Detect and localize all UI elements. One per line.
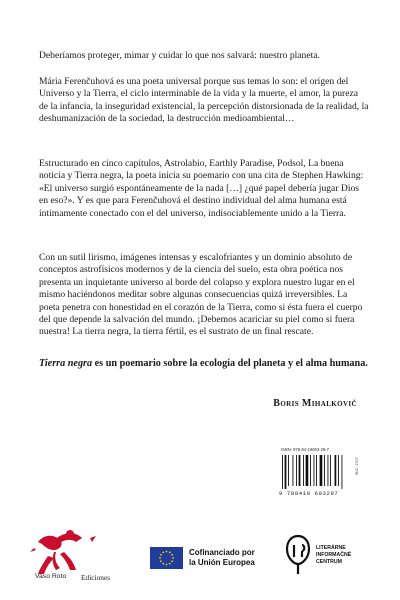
author-signature: Boris Mihalkovič xyxy=(273,398,357,409)
blurb-paragraph-4: Con un sutil lirismo, imágenes intensas y escalofriantes y un dominio absoluto de conceptos astrofísicos modernos y de la ciencia del suelo, esta obra poética nos presenta un inquietante universo al borde del colapso y explora nuestro lugar en el mismo haciéndonos meditar sobre algunas consecuencias quizá irreversibles. La poeta penetra con honestidad en el corazón de la Tierra, como si ésta fuera el cuerpo del que depende la salvación del mundo. ¡Debemos acariciar su piel como si fuera nuestra! La tierra negra, la tierra fértil, es el sustrato de un final rescate. xyxy=(39,252,363,338)
blurb-paragraph-2: Mária Ferenčuhová es una poeta universal porque sus temas lo son: el origen del Universo y la Tierra, el ciclo interminable de la vida y la muerte, el amor, la pureza de la infancia, la inseguridad existencial, la percepción distorsionada de la realidad, la deshumanización de la sociedad, la destrucción medioambiental… xyxy=(39,76,369,125)
barcode-bar xyxy=(288,455,289,486)
eu-star xyxy=(160,560,162,562)
barcode-bar xyxy=(338,455,339,486)
barcode-bar xyxy=(299,455,301,486)
barcode-number: 9 788419 693297 xyxy=(279,490,339,497)
barcode-bar xyxy=(303,455,304,486)
blurb-paragraph-1: Deberíamos proteger, mimar y cuidar lo que nos salvará: nuestro planeta. xyxy=(39,50,320,61)
lic-text-line-1: LITERÁRNE xyxy=(316,545,346,551)
barcode-bar xyxy=(320,455,323,486)
isbn-barcode xyxy=(279,447,361,502)
closing-statement xyxy=(39,357,369,370)
lic-text xyxy=(316,545,351,565)
eu-flag-icon xyxy=(150,547,183,569)
ibic-code: IBIC: DCF xyxy=(354,457,359,476)
lic-logo-icon xyxy=(284,533,312,577)
eu-star xyxy=(166,564,168,566)
barcode-bar xyxy=(316,455,317,486)
eu-cofunding-text xyxy=(189,548,255,568)
eu-star xyxy=(162,563,164,565)
eu-star xyxy=(166,551,168,553)
isbn-label: ISBN: 978-84-19693-29-7 xyxy=(281,447,329,452)
publisher-name: Vaso Roto xyxy=(35,573,67,580)
lic-text-line-2: INFORMAČNÉ xyxy=(316,551,352,558)
closing-statement-text: es un poemario sobre la ecología del planeta y el alma humana. xyxy=(92,358,368,369)
blurb-paragraph-3: Estructurado en cinco capítulos, Astrolabio, Earthly Paradise, Podsol, La buena noticia y Tierra negra, la poeta inicia su poemario con una cita de Stephen Hawking: «El universo surgió espontáneamente de la nada […] ¿qué papel debería jugar Dios en eso?». Y es que para Ferenčuhová el destino individual del alma humana está íntimamente conectado con el del universo, indisociablemente unido a la Tierra. xyxy=(39,158,364,219)
publisher-imprint: Ediciones xyxy=(81,573,111,582)
book-title: Tierra negra xyxy=(39,358,93,369)
barcode-bar xyxy=(335,455,337,486)
lic-text-line-3: CENTRUM xyxy=(316,558,342,565)
barcode-bar xyxy=(342,455,343,489)
barcode-bar xyxy=(293,455,294,486)
barcode-bar xyxy=(310,455,311,486)
eu-star xyxy=(162,551,164,553)
eu-star xyxy=(171,560,173,562)
barcode-bar xyxy=(314,455,315,486)
eu-star xyxy=(169,563,171,565)
barcode-bar xyxy=(282,455,283,489)
barcode-bar xyxy=(296,455,297,486)
eu-text-line-1: Cofinanciado por xyxy=(189,548,255,557)
barcode-bar xyxy=(324,455,325,486)
eu-star xyxy=(172,557,174,559)
publisher-logo-icon xyxy=(30,512,140,582)
eu-star xyxy=(160,554,162,556)
barcode-bar xyxy=(330,455,331,486)
eu-text-line-2: la Unión Europea xyxy=(189,558,255,567)
eu-star xyxy=(169,551,171,553)
eu-star xyxy=(159,557,161,559)
barcode-bar xyxy=(328,455,329,486)
barcode-bar xyxy=(306,455,309,486)
barcode-bar xyxy=(285,455,287,489)
barcode-icon xyxy=(281,455,351,489)
eu-star xyxy=(171,554,173,556)
